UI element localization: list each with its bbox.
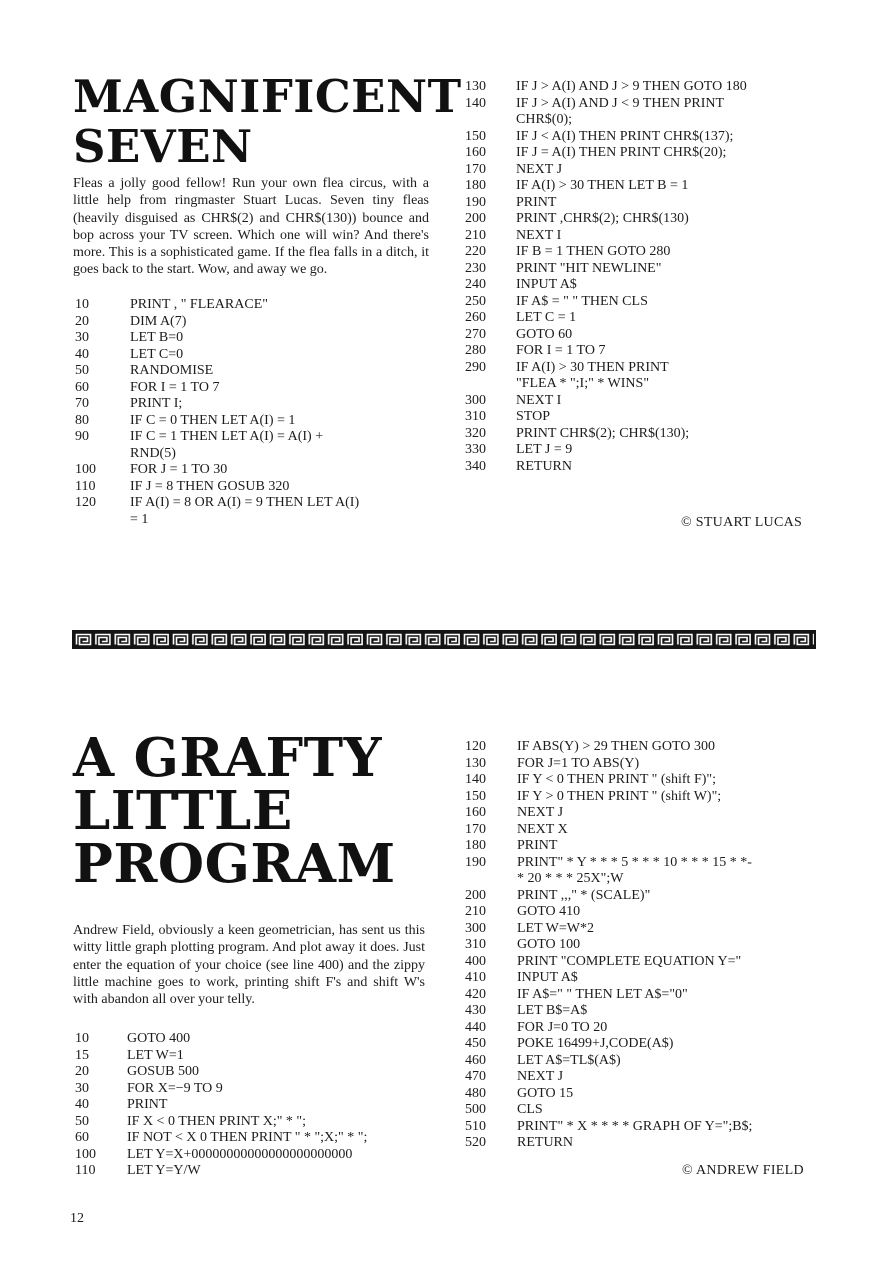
line-number: 310 — [465, 937, 486, 952]
code-line — [465, 1036, 810, 1053]
line-number: 130 — [465, 79, 486, 94]
line-number: 10 — [75, 297, 89, 312]
page-number: 12 — [70, 1211, 84, 1226]
line-number: 150 — [465, 128, 486, 144]
code-line — [465, 178, 810, 195]
line-code: IF NOT < X 0 THEN PRINT " * ";X;" * "; — [127, 1130, 368, 1145]
author-credit: © ANDREW FIELD — [682, 1163, 804, 1178]
code-line — [465, 96, 810, 113]
code-listing — [465, 739, 810, 1152]
line-code: IF A(I) > 30 THEN PRINT — [516, 359, 669, 375]
article-title-magnificent-seven — [73, 70, 462, 173]
code-line — [75, 413, 425, 430]
code-line — [465, 888, 810, 905]
line-code: RND(5) — [130, 445, 176, 461]
code-line — [75, 1130, 430, 1147]
title-line: SEVEN — [73, 120, 253, 173]
line-code: DIM A(7) — [130, 313, 187, 329]
line-code: IF A$=" " THEN LET A$="0" — [517, 986, 688, 1002]
line-code: FOR X=−9 TO 9 — [127, 1080, 223, 1096]
line-number: 500 — [465, 1102, 486, 1117]
line-number: 340 — [465, 458, 486, 474]
line-number: 70 — [75, 396, 89, 411]
line-number: 180 — [465, 838, 486, 853]
line-code: * 20 * * * 25X";W — [517, 871, 624, 886]
code-line — [465, 1053, 810, 1070]
line-number: 330 — [465, 442, 486, 457]
code-line — [465, 129, 810, 146]
line-code: PRINT "COMPLETE EQUATION Y=" — [517, 953, 742, 969]
code-line — [465, 954, 810, 971]
code-line — [465, 393, 810, 410]
code-line — [465, 789, 810, 806]
title-line: LITTLE — [73, 780, 293, 842]
line-code: RANDOMISE — [130, 363, 214, 378]
code-line — [465, 871, 810, 888]
title-line: MAGNIFICENT — [73, 70, 462, 123]
line-code: RETURN — [517, 1135, 573, 1150]
line-number: 190 — [465, 854, 486, 870]
line-code: NEXT I — [516, 227, 562, 243]
line-number: 40 — [75, 1097, 89, 1112]
line-code: PRINT" * Y * * * 5 * * * 10 * * * 15 * *- — [517, 854, 752, 870]
code-line — [465, 1135, 810, 1152]
code-line — [75, 446, 425, 463]
line-code: NEXT J — [517, 805, 564, 820]
line-code: GOTO 410 — [517, 904, 581, 919]
line-code: NEXT J — [517, 1069, 564, 1084]
code-line — [465, 360, 810, 377]
code-line — [465, 1119, 810, 1136]
line-code: PRINT — [127, 1097, 168, 1112]
line-code: IF A(I) = 8 OR A(I) = 9 THEN LET A(I) — [130, 495, 360, 510]
code-line — [465, 1003, 810, 1020]
code-line — [465, 805, 810, 822]
code-line — [465, 310, 810, 327]
line-code: "FLEA * ";I;" * WINS" — [516, 376, 650, 391]
line-number: 240 — [465, 277, 486, 292]
line-code: IF Y < 0 THEN PRINT " (shift F)"; — [517, 772, 717, 787]
code-line — [75, 297, 425, 314]
code-line — [465, 772, 810, 789]
line-code: LET C=0 — [130, 346, 184, 362]
code-line — [75, 1147, 430, 1164]
line-number: 120 — [75, 495, 96, 510]
line-code: FOR I = 1 TO 7 — [130, 379, 220, 395]
line-number: 20 — [75, 313, 89, 329]
code-line — [465, 327, 810, 344]
line-code: PRINT" * X * * * * GRAPH OF Y=";B$; — [517, 1118, 753, 1134]
line-number: 410 — [465, 970, 486, 985]
author-credit: © STUART LUCAS — [681, 515, 803, 530]
code-line — [465, 277, 810, 294]
line-code: LET J = 9 — [516, 442, 573, 457]
title-line: PROGRAM — [73, 833, 396, 895]
line-code: PRINT CHR$(2); CHR$(130); — [516, 425, 690, 441]
greek-key-pattern-icon — [74, 632, 814, 647]
code-line — [465, 228, 810, 245]
code-line — [465, 822, 810, 839]
line-number: 60 — [75, 379, 89, 395]
line-number: 100 — [75, 1146, 96, 1162]
code-line — [465, 426, 810, 443]
code-line — [75, 380, 425, 397]
code-line — [465, 294, 810, 311]
code-listing — [75, 1031, 430, 1180]
code-line — [465, 987, 810, 1004]
line-code: INPUT A$ — [516, 277, 577, 292]
line-code: PRINT ,CHR$(2); CHR$(130) — [516, 211, 689, 226]
line-code: LET W=W*2 — [517, 920, 594, 936]
code-line — [465, 442, 810, 459]
line-code: GOTO 100 — [517, 937, 581, 952]
line-number: 200 — [465, 887, 486, 903]
line-number: 160 — [465, 805, 486, 820]
line-number: 110 — [75, 478, 96, 494]
line-code: LET B$=A$ — [517, 1003, 588, 1018]
code-line — [465, 409, 810, 426]
code-line — [75, 462, 425, 479]
line-code: LET A$=TL$(A$) — [517, 1052, 621, 1068]
article-intro: Andrew Field, obviously a keen geometrician, has sent us this witty little graph plotting program. And plot away it does. Just enter the equation of your choice (see line 400) and the zippy little machine goes to work, printing shift F's and shift W's with abandon all over your telly. — [73, 923, 425, 1008]
line-code: IF C = 1 THEN LET A(I) = A(I) + — [130, 429, 324, 444]
line-number: 110 — [75, 1163, 96, 1178]
line-number: 50 — [75, 363, 89, 378]
line-number: 300 — [465, 392, 486, 408]
line-number: 170 — [465, 821, 486, 837]
line-number: 460 — [465, 1052, 486, 1068]
line-code: IF Y > 0 THEN PRINT " (shift W)"; — [517, 788, 722, 804]
line-number: 210 — [465, 904, 486, 919]
title-line: A GRAFTY — [73, 727, 382, 789]
code-line — [465, 162, 810, 179]
line-code: IF J = A(I) THEN PRINT CHR$(20); — [516, 145, 727, 160]
line-number: 300 — [465, 920, 486, 936]
line-number: 400 — [465, 953, 486, 969]
code-listing — [75, 297, 425, 528]
code-line — [75, 1031, 430, 1048]
line-number: 320 — [465, 425, 486, 441]
line-number: 290 — [465, 359, 486, 375]
code-line — [465, 904, 810, 921]
line-code: LET Y=Y/W — [127, 1163, 201, 1178]
line-code: IF X < 0 THEN PRINT X;" * "; — [127, 1113, 307, 1129]
code-line — [465, 937, 810, 954]
line-number: 130 — [465, 755, 486, 771]
code-line — [465, 855, 810, 872]
code-line — [465, 244, 810, 261]
line-code: LET C = 1 — [516, 310, 577, 325]
code-line — [465, 261, 810, 278]
line-number: 60 — [75, 1130, 89, 1145]
line-code: PRINT I; — [130, 396, 183, 411]
code-line — [465, 145, 810, 162]
line-number: 20 — [75, 1064, 89, 1079]
code-line — [75, 495, 425, 512]
line-code: NEXT X — [517, 821, 568, 837]
line-number: 140 — [465, 95, 486, 111]
code-line — [465, 79, 810, 96]
line-number — [465, 376, 516, 393]
code-line — [75, 1081, 430, 1098]
line-number: 230 — [465, 260, 486, 276]
line-code: LET Y=X+00000000000000000000000 — [127, 1146, 353, 1162]
code-line — [465, 1086, 810, 1103]
line-number: 210 — [465, 227, 486, 243]
line-number: 30 — [75, 330, 89, 345]
line-number: 180 — [465, 178, 486, 193]
code-line — [465, 970, 810, 987]
line-number: 10 — [75, 1031, 89, 1046]
code-line — [75, 1048, 430, 1065]
line-code: IF C = 0 THEN LET A(I) = 1 — [130, 412, 296, 428]
line-number: 470 — [465, 1069, 486, 1084]
line-code: LET W=1 — [127, 1047, 184, 1063]
line-number — [75, 446, 130, 463]
line-code: CHR$(0); — [516, 112, 572, 127]
code-listing — [465, 79, 810, 475]
line-number: 170 — [465, 161, 486, 177]
line-code: GOTO 400 — [127, 1031, 191, 1046]
line-number — [75, 512, 130, 529]
line-code: PRINT , " FLEARACE" — [130, 297, 268, 312]
line-number — [465, 112, 516, 129]
line-code: PRINT — [517, 838, 558, 853]
article-intro: Fleas a jolly good fellow! Run your own flea circus, with a little help from ringmaster Stuart Lucas. Seven tiny fleas (heavily disguised as CHR$(2) and CHR$(130)) bounce and bop across your TV screen. Which one will win? And there's more. This is a sophisticated game. If the flea falls in a ditch, it goes back to the start. Wow, and away we go. — [73, 176, 429, 278]
line-number: 250 — [465, 293, 486, 309]
code-line — [75, 396, 425, 413]
code-line — [75, 1097, 430, 1114]
code-line — [75, 1064, 430, 1081]
line-number: 140 — [465, 772, 486, 787]
line-code: IF J = 8 THEN GOSUB 320 — [130, 478, 290, 494]
line-code: FOR J = 1 TO 30 — [130, 462, 228, 477]
line-code: IF ABS(Y) > 29 THEN GOTO 300 — [517, 739, 715, 754]
line-number: 480 — [465, 1085, 486, 1101]
line-code: CLS — [517, 1102, 543, 1117]
line-code: PRINT ,,," * (SCALE)" — [517, 887, 651, 903]
line-number: 280 — [465, 343, 486, 358]
line-number: 220 — [465, 244, 486, 259]
line-code: PRINT — [516, 194, 557, 210]
greek-key-border — [72, 630, 816, 649]
line-code: GOTO 60 — [516, 326, 573, 342]
line-code: NEXT J — [516, 161, 563, 177]
code-line — [465, 921, 810, 938]
code-line — [465, 739, 810, 756]
code-line — [465, 838, 810, 855]
line-number: 510 — [465, 1118, 486, 1134]
line-code: GOTO 15 — [517, 1085, 574, 1101]
line-number — [465, 871, 517, 888]
line-number: 80 — [75, 412, 89, 428]
line-number: 190 — [465, 194, 486, 210]
line-code: GOSUB 500 — [127, 1064, 199, 1079]
code-line — [465, 112, 810, 129]
line-number: 270 — [465, 326, 486, 342]
line-code: NEXT I — [516, 392, 562, 408]
code-line — [75, 512, 425, 529]
line-code: IF J > A(I) AND J > 9 THEN GOTO 180 — [516, 79, 747, 94]
line-code: IF J > A(I) AND J < 9 THEN PRINT — [516, 95, 725, 111]
line-number: 520 — [465, 1135, 486, 1150]
article-title-grafty-little-program — [73, 727, 453, 895]
code-line — [75, 314, 425, 331]
line-number: 430 — [465, 1003, 486, 1018]
line-number: 200 — [465, 211, 486, 226]
line-number: 30 — [75, 1080, 89, 1096]
line-number: 450 — [465, 1036, 486, 1051]
line-code: PRINT "HIT NEWLINE" — [516, 260, 662, 276]
line-number: 160 — [465, 145, 486, 160]
line-code: POKE 16499+J,CODE(A$) — [517, 1036, 674, 1051]
code-line — [75, 330, 425, 347]
code-line — [465, 1102, 810, 1119]
code-line — [75, 429, 425, 446]
code-line — [465, 376, 810, 393]
line-code: RETURN — [516, 458, 572, 474]
line-number: 40 — [75, 346, 89, 362]
line-code: IF A(I) > 30 THEN LET B = 1 — [516, 178, 689, 193]
line-code: IF A$ = " " THEN CLS — [516, 293, 648, 309]
code-line — [75, 363, 425, 380]
code-line — [465, 459, 810, 476]
code-line — [465, 195, 810, 212]
line-code: IF J < A(I) THEN PRINT CHR$(137); — [516, 128, 734, 144]
line-code: INPUT A$ — [517, 970, 578, 985]
line-code: FOR J=0 TO 20 — [517, 1019, 608, 1035]
line-code: FOR J=1 TO ABS(Y) — [517, 755, 640, 771]
code-line — [465, 1020, 810, 1037]
code-line — [75, 1114, 430, 1131]
line-number: 440 — [465, 1019, 486, 1035]
code-line — [465, 1069, 810, 1086]
code-line — [465, 343, 810, 360]
line-number: 150 — [465, 788, 486, 804]
line-number: 420 — [465, 986, 486, 1002]
line-code: IF B = 1 THEN GOTO 280 — [516, 244, 671, 259]
code-line — [75, 347, 425, 364]
line-code: STOP — [516, 409, 550, 424]
line-number: 260 — [465, 310, 486, 325]
line-number: 50 — [75, 1113, 89, 1129]
line-number: 310 — [465, 409, 486, 424]
line-number: 120 — [465, 739, 486, 754]
line-code: LET B=0 — [130, 330, 184, 345]
line-code: FOR I = 1 TO 7 — [516, 343, 606, 358]
code-line — [465, 756, 810, 773]
line-code: = 1 — [130, 511, 149, 527]
line-number: 100 — [75, 462, 96, 477]
line-number: 15 — [75, 1047, 89, 1063]
code-line — [465, 211, 810, 228]
line-number: 90 — [75, 429, 89, 444]
code-line — [75, 479, 425, 496]
code-line — [75, 1163, 430, 1180]
